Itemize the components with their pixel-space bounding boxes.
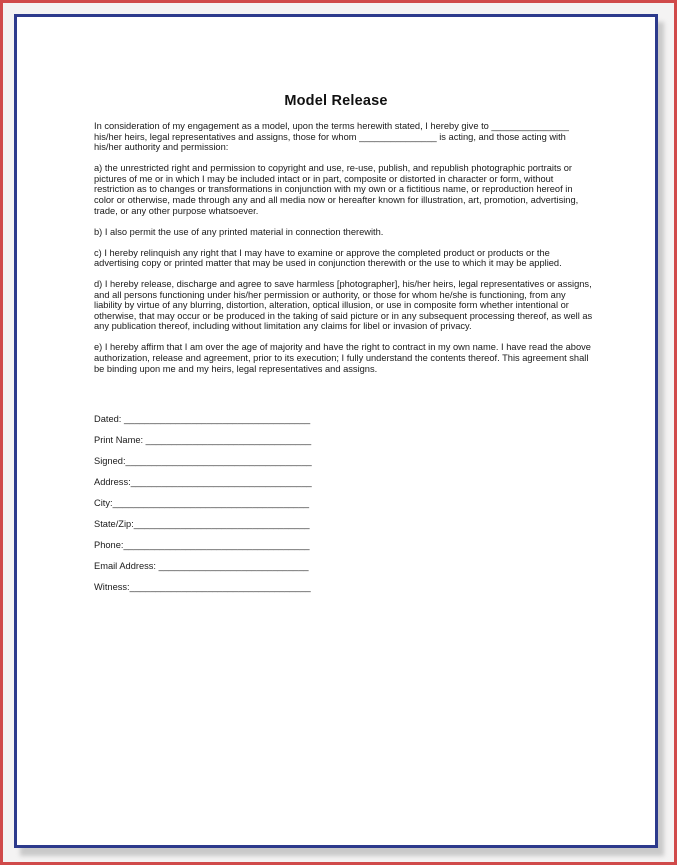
state-zip-field: State/Zip:__________________________________ (94, 519, 310, 529)
dated-field: Dated: ____________________________________ (94, 414, 311, 424)
clause-e-paragraph: e) I hereby affirm that I am over the age of majority and have the right to contract in my own name. I have read the above authorization, release and agreement, prior to its execution; I fully understand the contents thereof. This agreement shall be binding upon me and my heirs, legal representatives and assigns. (94, 342, 591, 374)
document-page (14, 14, 658, 848)
signature-fields (94, 413, 394, 602)
clause-b-paragraph: b) I also permit the use of any printed material in connection therewith. (94, 226, 384, 237)
print-name-field: Print Name: ________________________________ (94, 435, 312, 445)
city-field: City:______________________________________ (94, 498, 310, 508)
document-body (94, 121, 594, 385)
phone-field: Phone:____________________________________ (94, 540, 310, 550)
clause-a-paragraph: a) the unrestricted right and permission to copyright and use, re-use, publish, and republish photographic portraits or pictures of me or in which I may be included intact or in part, composite or distorted in character or form, without restriction as to changes or transformations in conjunction with my own or a fictitious name, or reproduction hereof in color or otherwise, made through any and all media now or hereafter known for illustration, art, promotion, advertising, trade, or any other purpose whatsoever. (94, 163, 579, 216)
address-field: Address:___________________________________ (94, 477, 312, 487)
signed-field: Signed:____________________________________ (94, 456, 312, 466)
intro-paragraph: In consideration of my engagement as a model, upon the terms herewith stated, I hereby give to _______________ his/her heirs, legal representatives and assigns, those for whom _______________ is acting, and those acting with his/her authority and permission: (94, 121, 569, 153)
clause-c-paragraph: c) I hereby relinquish any right that I may have to examine or approve the completed product or products or the advertising copy or printed matter that may be used in conjunction therewith or the use to which it may be applied. (94, 247, 562, 269)
document-title: Model Release (284, 93, 388, 109)
clause-d-paragraph: d) I hereby release, discharge and agree to save harmless [photographer], his/her heirs, legal representatives or assigns, and all persons functioning under his/her permission or authority, or those for whom he/she is functioning, from any liability by virtue of any blurring, distortion, alteration, optical illusion, or use in composite form whether intentional or otherwise, that may occur or be produced in the taking of said picture or in any subsequent processing thereof, as well as any publication thereof, including without limitation any claims for libel or invasion of privacy. (94, 279, 593, 332)
witness-field: Witness:___________________________________ (94, 582, 311, 592)
email-address-field: Email Address: _____________________________ (94, 561, 309, 571)
